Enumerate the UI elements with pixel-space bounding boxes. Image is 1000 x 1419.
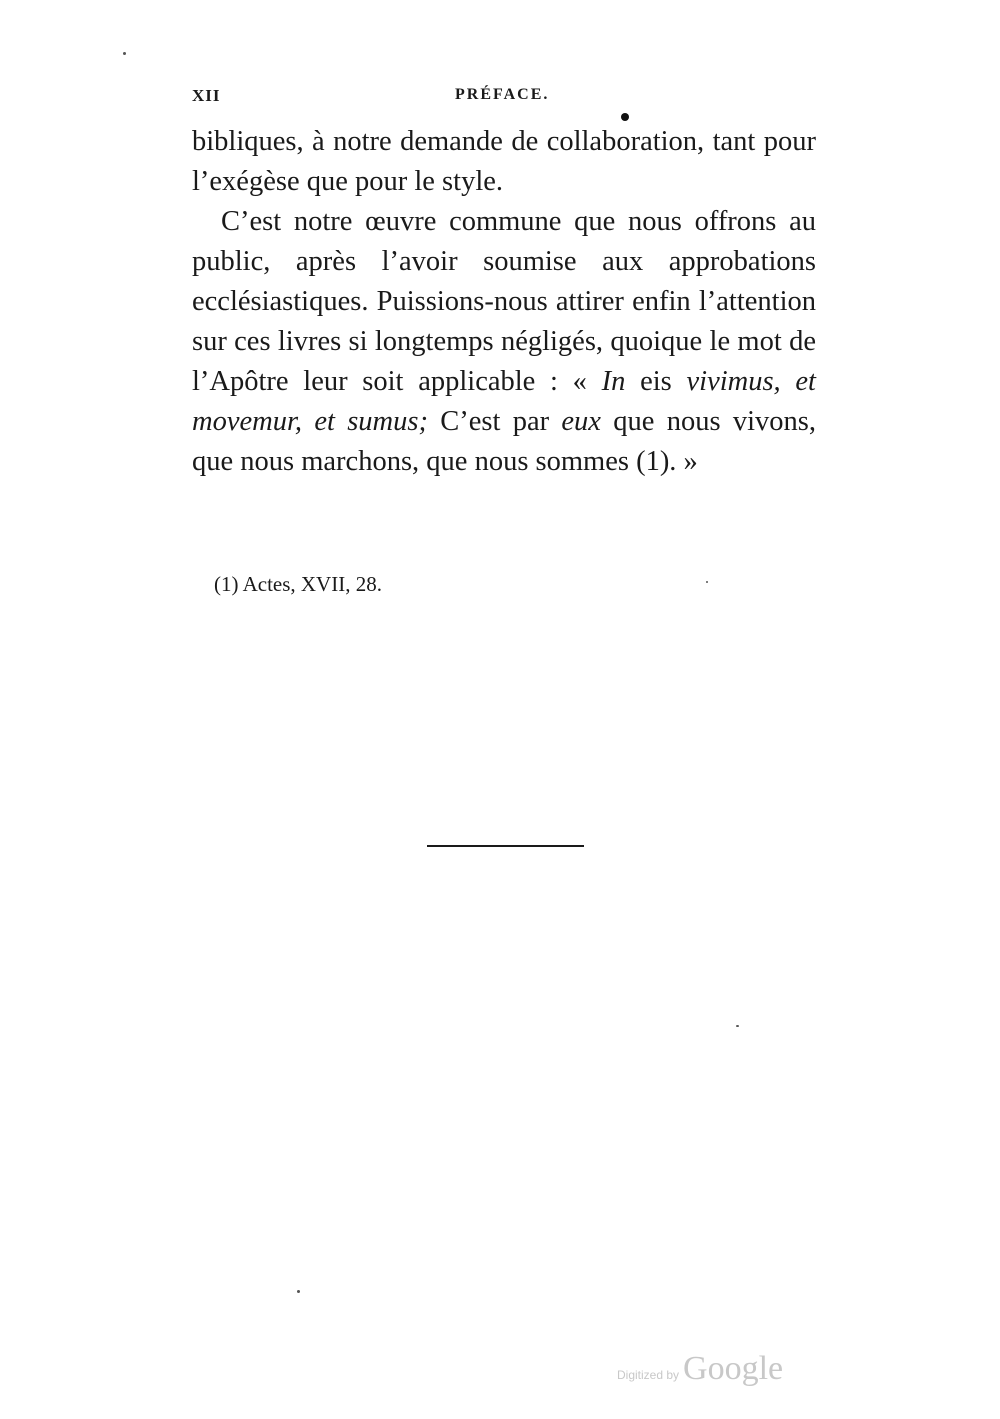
latin-eis: eis	[625, 366, 687, 397]
paragraph-2-text-c: que nous vivons, que nous marchons, que nous sommes (1). »	[192, 406, 816, 477]
digitized-watermark	[617, 1350, 783, 1388]
paragraph-2	[192, 202, 816, 482]
running-head: PRÉFACE.	[455, 86, 550, 103]
page-header	[192, 86, 816, 112]
latin-quote: vivimus, et movemur, et sumus;	[192, 366, 816, 437]
watermark-prefix: Digitized by	[617, 1368, 680, 1382]
end-rule	[427, 845, 584, 847]
print-speck	[297, 1290, 300, 1293]
print-speck	[621, 113, 629, 121]
page-number: XII	[192, 86, 221, 105]
print-speck	[123, 52, 126, 55]
italic-eux: eux	[561, 406, 601, 437]
google-logo: Google	[683, 1350, 784, 1387]
paragraph-2-text-a: C’est notre œuvre commune que nous offrons au public, après l’avoir soumise aux approbations ecclésiastiques. Puissions-nous attirer enfin l’attention sur ces livres si longtemps négligés, quoique le mot de l’Apôtre leur soit applicable : «	[192, 206, 816, 397]
main-text	[192, 122, 816, 482]
print-speck	[706, 581, 708, 583]
footnote: (1) Actes, XVII, 28.	[214, 572, 382, 596]
paragraph-2-text-b: C’est par	[427, 406, 562, 437]
latin-in: In	[601, 366, 626, 397]
paragraph-1: bibliques, à notre demande de collaboration, tant pour l’exégèse que pour le style.	[192, 126, 816, 197]
print-speck	[736, 1025, 739, 1027]
